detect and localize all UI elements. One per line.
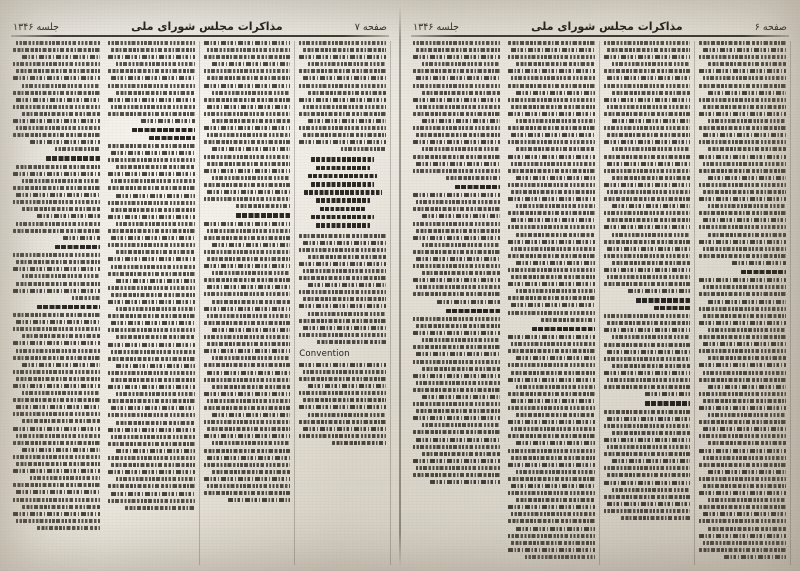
page-7-column-4 [295, 41, 391, 565]
paragraph [604, 410, 691, 520]
section-heading [13, 245, 100, 249]
paragraph [699, 278, 786, 559]
paragraph [13, 253, 100, 300]
paragraph [699, 41, 786, 265]
section-heading [604, 298, 691, 310]
page-7-publication-title: مذاکرات مجلس شورای ملی [131, 20, 283, 33]
paragraph [299, 41, 386, 151]
paragraph [508, 41, 595, 322]
page-6-column-4 [695, 41, 791, 565]
latin-note-convention: Convention [299, 348, 350, 359]
paragraph [204, 222, 291, 503]
section-heading [604, 401, 691, 405]
page-6-column-3 [600, 41, 696, 565]
section-heading [413, 309, 500, 313]
paragraph [604, 314, 691, 396]
page-7-column-3 [200, 41, 296, 565]
paragraph [13, 41, 100, 151]
section-heading [413, 185, 500, 189]
page-7-column-2 [104, 41, 200, 565]
paragraph [108, 144, 195, 510]
paragraph [204, 41, 291, 208]
page-7-column-1 [9, 41, 104, 565]
section-heading [508, 327, 595, 331]
paragraph [299, 363, 386, 445]
paragraph [413, 41, 500, 180]
paragraph [508, 335, 595, 559]
paragraph [299, 234, 386, 344]
centered-bill-heading [299, 157, 386, 227]
paragraph [604, 41, 691, 293]
paragraph [413, 317, 500, 484]
page-6-header [409, 7, 791, 35]
paragraph [13, 313, 100, 530]
page-7-header [9, 7, 391, 35]
page-6-page-number: صفحه ۶ [754, 21, 787, 34]
page-7-columns [9, 41, 391, 565]
page-6-publication-title: مذاکرات مجلس شورای ملی [531, 20, 683, 33]
paragraph [108, 41, 195, 123]
page-6-header-rule [411, 35, 789, 37]
section-heading [13, 305, 100, 309]
page-6-columns [409, 41, 791, 565]
paragraph [413, 193, 500, 303]
page-6-column-1 [409, 41, 504, 565]
page-7-page-number: صفحه ۷ [354, 21, 387, 34]
page-6-column-2 [504, 41, 600, 565]
page-7-session-number: جلسه ۱۳۴۶ [13, 21, 60, 34]
page-7-header-rule [11, 35, 389, 37]
page-6-session-number: جلسه ۱۳۴۶ [413, 21, 460, 34]
section-heading [13, 156, 100, 160]
page-6 [400, 0, 800, 571]
section-heading [699, 270, 786, 274]
paragraph [13, 165, 100, 240]
section-heading [108, 128, 195, 140]
section-heading [204, 213, 291, 217]
